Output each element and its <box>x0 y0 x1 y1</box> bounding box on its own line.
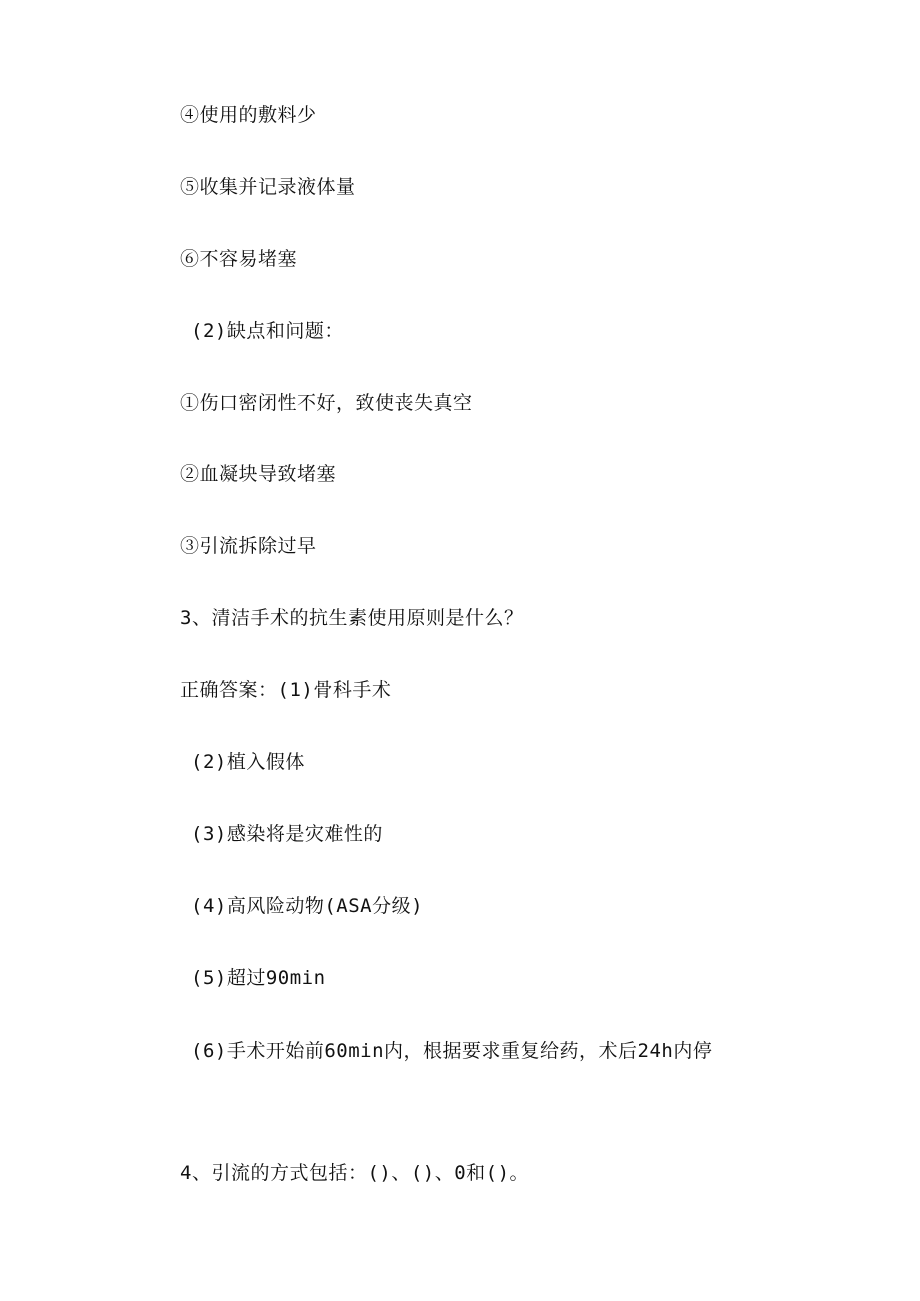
answer-line-3: (3)感染将是灾难性的 <box>191 823 383 845</box>
section-heading-disadvantages: (2)缺点和问题： <box>191 320 344 342</box>
list-item-disadvantage-1: ①伤口密闭性不好，致使丧失真空 <box>180 392 473 414</box>
answer-line-6: (6)手术开始前60min内，根据要求重复给药，术后24h内停 <box>191 1040 713 1062</box>
question-3: 3、清洁手术的抗生素使用原则是什么？ <box>180 607 524 629</box>
list-item-advantage-4: ④使用的敷料少 <box>180 104 317 126</box>
list-item-advantage-6: ⑥不容易堵塞 <box>180 248 298 270</box>
list-item-disadvantage-2: ②血凝块导致堵塞 <box>180 463 337 485</box>
answer-line-4: (4)高风险动物(ASA分级) <box>191 895 424 917</box>
list-item-advantage-5: ⑤收集并记录液体量 <box>180 176 356 198</box>
answer-line-5: (5)超过90min <box>191 967 326 989</box>
question-4: 4、引流的方式包括：()、()、0和()。 <box>180 1162 530 1184</box>
list-item-disadvantage-3: ③引流拆除过早 <box>180 535 317 557</box>
answer-line-2: (2)植入假体 <box>191 751 305 773</box>
answer-line-1: 正确答案：(1)骨科手术 <box>180 679 392 701</box>
